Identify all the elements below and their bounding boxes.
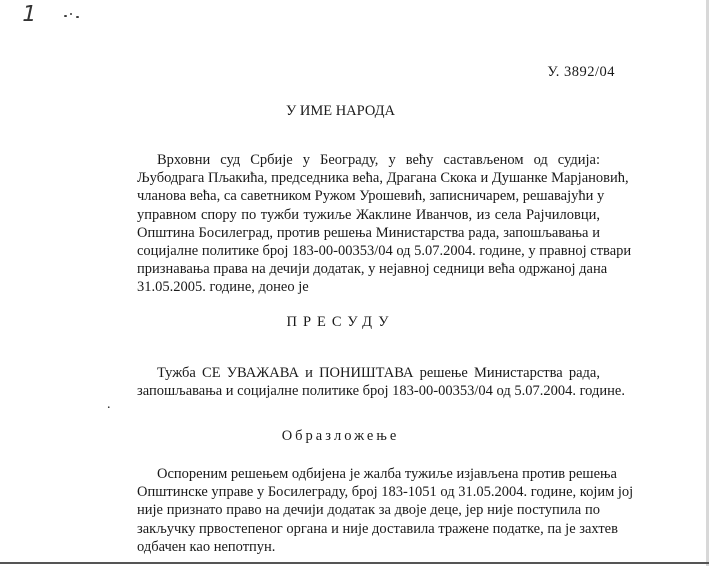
handwritten-page-mark: 1 — [19, 2, 39, 27]
intro-line: управном спору по тужби тужиље Жаклине Иванчов, из села Рајчиловци, — [137, 206, 600, 223]
reasoning-line: Општинске управе у Босилеграду, број 183-1051 од 31.05.2004. године, којим јој — [137, 484, 634, 501]
scan-speck — [64, 15, 67, 17]
intro-line: чланова већа, са саветником Ружом Урошевић, записничарем, решавајући у — [137, 188, 605, 205]
heading-verdict: ПРЕСУДУ — [286, 314, 395, 330]
scan-speck — [70, 13, 72, 15]
intro-line: Општина Босилеград, против решења Министарства рада, запошљавања и — [137, 224, 600, 241]
heading-reasoning: Образложење — [281, 428, 400, 444]
scan-speck — [76, 16, 79, 18]
intro-line: социјалне политике број 183-00-00353/04 од 5.07.2004. године, у правној ствари — [137, 243, 632, 260]
reasoning-line: одбачен као непотпун. — [137, 538, 276, 555]
case-reference-number: У. 3892/04 — [547, 64, 615, 80]
page-bottom-edge — [0, 562, 709, 564]
intro-line: 31.05.2005. године, донео је — [137, 279, 309, 296]
intro-line: Љубодрага Пљакића, председника већа, Драгана Скока и Душанке Марјановић, — [137, 170, 629, 187]
reasoning-paragraph — [137, 465, 634, 556]
verdict-line: Тужба СЕ УВАЖАВА и ПОНИШТАВА решење Министарства рада, — [157, 365, 600, 381]
reasoning-line: закључку првостепеног органа и није доставила тражене податке, па је захтев — [137, 520, 618, 537]
verdict-line: запошљавања и социјалне политике број 183-00-00353/04 од 5.07.2004. године. — [137, 383, 625, 400]
reasoning-line: Оспореним решењем одбијена је жалба тужиље изјављена против решења — [157, 466, 617, 482]
intro-line: Врховни суд Србије у Београду, у већу састављеном од судија: — [157, 152, 600, 168]
stray-dot: . — [107, 397, 111, 412]
intro-line: признавања права на дечији додатак, у нејавној седници већа одржаној дана — [137, 261, 608, 278]
intro-paragraph — [137, 151, 632, 297]
heading-in-the-name-of-people: У ИМЕ НАРОДА — [285, 103, 396, 119]
verdict-paragraph — [137, 364, 625, 400]
reasoning-line: није признато право на дечији додатак за двоје деце, јер није поступила по — [137, 502, 600, 519]
